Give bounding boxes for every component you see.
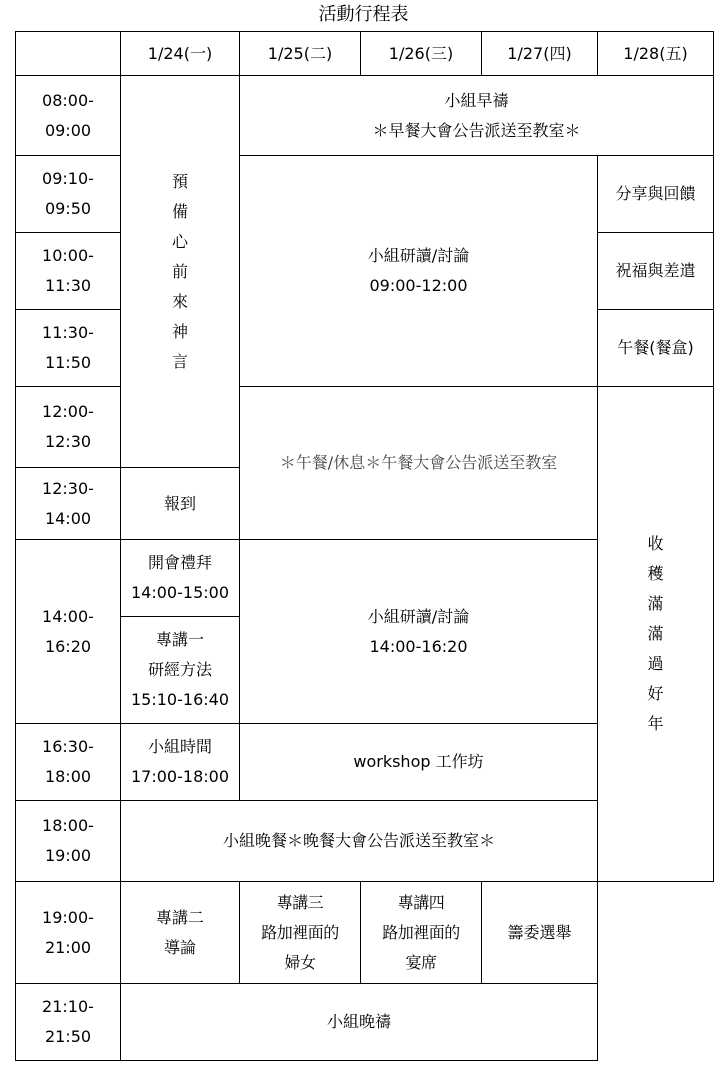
- share-cell: 分享與回饋: [598, 156, 714, 233]
- time-cell: 12:00- 12:30: [16, 387, 121, 468]
- day-header: 1/28(五): [598, 32, 714, 76]
- lunch-box-cell: 午餐(餐盒): [598, 310, 714, 387]
- time-cell: 18:00- 19:00: [16, 801, 121, 882]
- table-row: [16, 984, 714, 1061]
- day-header: 1/26(三): [361, 32, 482, 76]
- committee-election-cell: 籌委選舉: [482, 882, 598, 984]
- time-cell: 14:00- 16:20: [16, 540, 121, 724]
- dinner-cell: 小組晚餐＊晚餐大會公告派送至教室＊: [121, 801, 598, 882]
- study-morning-cell: 小組研讀/討論 09:00-12:00: [240, 156, 598, 387]
- time-cell: 08:00- 09:00: [16, 76, 121, 156]
- schedule-table: [15, 31, 714, 1061]
- workshop-cell: workshop 工作坊: [240, 724, 598, 801]
- table-row: [16, 156, 714, 233]
- day-header: 1/25(二): [240, 32, 361, 76]
- day-header: 1/24(一): [121, 32, 240, 76]
- table-row: [16, 76, 714, 156]
- time-cell: 19:00- 21:00: [16, 882, 121, 984]
- group-time-cell: 小組時間 17:00-18:00: [121, 724, 240, 801]
- table-row: [16, 387, 714, 468]
- table-row: [16, 882, 714, 984]
- lecture-one-cell: 專講一 研經方法 15:10-16:40: [121, 617, 240, 724]
- time-cell: 11:30- 11:50: [16, 310, 121, 387]
- checkin-cell: 報到: [121, 468, 240, 540]
- time-cell: 16:30- 18:00: [16, 724, 121, 801]
- morning-prayer-cell: 小組早禱 ＊早餐大會公告派送至教室＊: [240, 76, 714, 156]
- time-cell: 10:00- 11:30: [16, 233, 121, 310]
- schedule-title: 活動行程表: [318, 4, 409, 25]
- time-cell: 12:30- 14:00: [16, 468, 121, 540]
- opening-service-cell: 開會禮拜 14:00-15:00: [121, 540, 240, 617]
- harvest-cell: 收 穫 滿 滿 過 好 年: [598, 387, 714, 882]
- bless-cell: 祝福與差遣: [598, 233, 714, 310]
- lecture-four-cell: 專講四 路加裡面的 宴席: [361, 882, 482, 984]
- header-row: [16, 32, 714, 76]
- evening-prayer-cell: 小組晚禱: [121, 984, 598, 1061]
- prepare-cell: 預 備 心 前 來 神 言: [121, 76, 240, 468]
- lunch-rest-cell: ＊午餐/休息＊午餐大會公告派送至教室: [240, 387, 598, 540]
- time-cell: 09:10- 09:50: [16, 156, 121, 233]
- time-cell: 21:10- 21:50: [16, 984, 121, 1061]
- day-header: 1/27(四): [482, 32, 598, 76]
- corner-cell: [16, 32, 121, 76]
- study-afternoon-cell: 小組研讀/討論 14:00-16:20: [240, 540, 598, 724]
- lecture-two-cell: 專講二 導論: [121, 882, 240, 984]
- lecture-three-cell: 專講三 路加裡面的 婦女: [240, 882, 361, 984]
